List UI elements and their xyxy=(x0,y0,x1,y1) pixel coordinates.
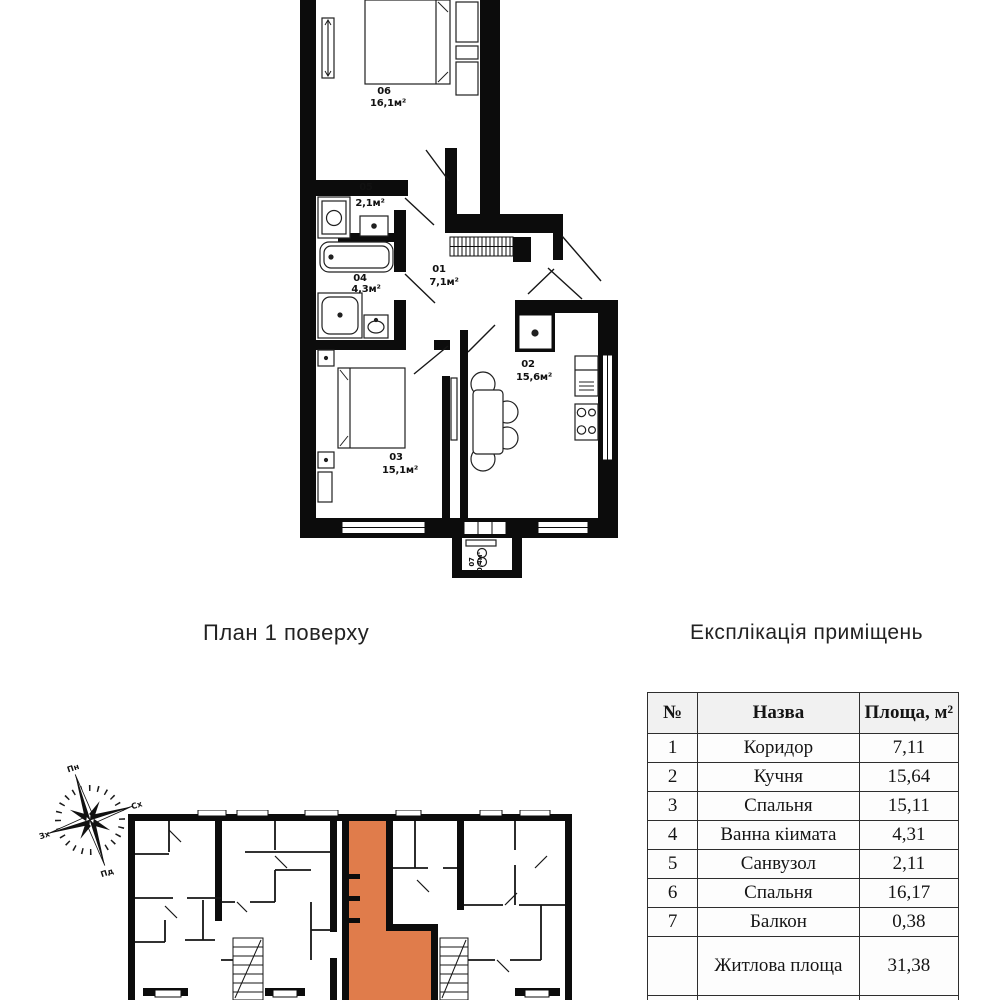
radiator-icon xyxy=(451,378,457,440)
cell-area: 31,38 xyxy=(859,937,958,996)
room-number: 01 xyxy=(432,264,446,275)
compass-south-label: Пд xyxy=(99,866,115,880)
compass-west-label: Зх xyxy=(37,829,52,842)
shelf-icon xyxy=(456,62,478,95)
cell-num: 3 xyxy=(648,792,698,821)
compass-north-label: Пн xyxy=(65,761,81,775)
room-number: 03 xyxy=(389,452,403,463)
table-row xyxy=(648,792,959,821)
cell-name: Балкон xyxy=(698,908,860,937)
stove-icon xyxy=(575,404,598,440)
shelf-icon xyxy=(456,46,478,59)
col-header-name: Назва xyxy=(698,693,860,734)
wardrobe-icon xyxy=(322,18,334,78)
bathtub-icon xyxy=(320,242,393,272)
total-row xyxy=(648,937,959,996)
plan-title: План 1 поверху xyxy=(203,620,370,645)
room-area: 4,3м² xyxy=(351,284,381,295)
table-row xyxy=(648,850,959,879)
table-header-row xyxy=(648,693,959,734)
room-number: 04 xyxy=(353,273,367,284)
apartment-plan xyxy=(298,0,620,590)
cell-num: 7 xyxy=(648,908,698,937)
table-row xyxy=(648,734,959,763)
cell-name: Санвузол xyxy=(698,850,860,879)
explication-title: Експлікація приміщень xyxy=(690,621,924,644)
cell-area: 4,31 xyxy=(859,821,958,850)
sink-icon xyxy=(364,315,388,338)
cell-name: Спальня xyxy=(698,792,860,821)
col-header-num: № xyxy=(648,693,698,734)
cell-num: 2 xyxy=(648,763,698,792)
fridge-icon xyxy=(575,356,598,396)
col-header-area: Площа, м² xyxy=(859,693,958,734)
cell-area: 0,38 xyxy=(859,908,958,937)
cell-area: 15,64 xyxy=(859,763,958,792)
table-row xyxy=(648,821,959,850)
compass-east-label: Сх xyxy=(130,799,144,812)
room-number: 07 xyxy=(468,557,476,567)
cell-name: Кучня xyxy=(698,763,860,792)
cell-num: 6 xyxy=(648,879,698,908)
building-plan xyxy=(115,810,585,1000)
table-row xyxy=(648,763,959,792)
kitchen-sink-icon xyxy=(532,330,538,336)
cell-name: Спальня xyxy=(698,879,860,908)
stairs xyxy=(450,237,513,256)
cell-num: 1 xyxy=(648,734,698,763)
kitchen-table-icon xyxy=(473,390,503,454)
room-number: 06 xyxy=(377,86,391,97)
table-row xyxy=(648,908,959,937)
room-area: 2,1м² xyxy=(355,198,385,209)
room-number: 05 xyxy=(359,182,373,193)
explication-table xyxy=(647,692,959,1000)
table-row-partial xyxy=(648,996,959,1000)
cell-area: 16,17 xyxy=(859,879,958,908)
cell-num: 4 xyxy=(648,821,698,850)
room-area: 16,1м² xyxy=(369,98,407,109)
cell-name: Житлова площа xyxy=(698,937,860,996)
room-number: 02 xyxy=(521,359,535,370)
wardrobe-icon xyxy=(318,472,332,502)
bed-bottom-icon xyxy=(338,368,405,448)
cell-name: Коридор xyxy=(698,734,860,763)
bed-top-icon xyxy=(365,0,450,84)
sink-small-icon xyxy=(360,216,388,236)
room-area: 15,6м² xyxy=(515,372,553,383)
cell-num: 5 xyxy=(648,850,698,879)
washing-machine-icon xyxy=(318,197,350,238)
room-area: 7,1м² xyxy=(429,277,459,288)
shelf-icon xyxy=(456,2,478,42)
cell-area: 2,11 xyxy=(859,850,958,879)
cell-name: Ванна кіимата xyxy=(698,821,860,850)
cell-num xyxy=(648,937,698,996)
shower-icon xyxy=(318,293,362,338)
table-row xyxy=(648,879,959,908)
room-area: 15,1м² xyxy=(381,465,419,476)
cell-area: 7,11 xyxy=(859,734,958,763)
room-area: 0,4м² xyxy=(476,551,484,573)
cell-area: 15,11 xyxy=(859,792,958,821)
